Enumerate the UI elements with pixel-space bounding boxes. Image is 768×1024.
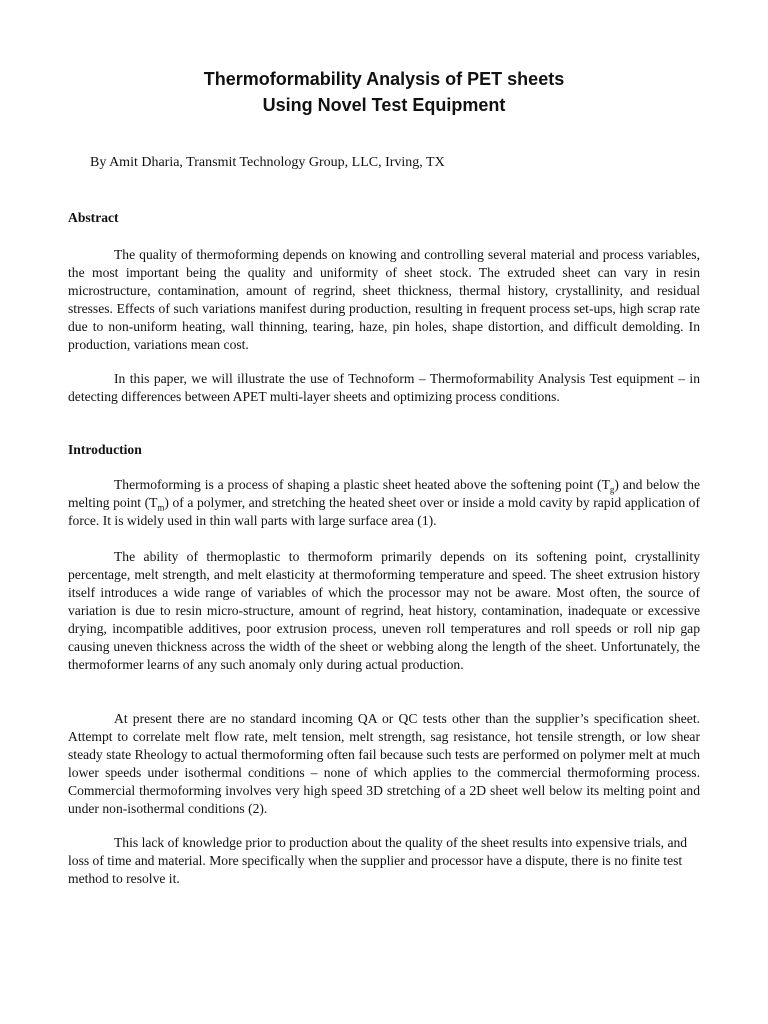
intro-p3-text: At present there are no standard incoming QA or QC tests other than the supplier’s specification sheet. Attempt to correlate melt flow rate, melt tension, melt strength, sag resistance, hot tensile strength, or low shear steady state Rheology to actual thermoforming often fail because such tests are performed on polymer melt at much lower speeds under isothermal conditions – none of which applies to the commercial thermoforming process. Commercial thermoforming involves very high speed 3D stretching of a 2D sheet well below its melting point and under non-isothermal conditions (2). bbox=[68, 711, 700, 816]
abstract-p2-text: In this paper, we will illustrate the use of Technoform – Thermoformability Analysis Test equipment – in detecting differences between APET multi-layer sheets and optimizing process conditions. bbox=[68, 371, 700, 404]
author-byline: By Amit Dharia, Transmit Technology Group, LLC, Irving, TX bbox=[90, 155, 445, 170]
abstract-paragraph-1 bbox=[68, 246, 700, 354]
intro-p1-part-c: ) of a polymer, and stretching the heated sheet over or inside a mold cavity by rapid application of force. It is widely used in thin wall parts with large surface area (1). bbox=[68, 495, 700, 528]
intro-p1-text bbox=[68, 476, 700, 530]
introduction-paragraph-3 bbox=[68, 710, 700, 818]
intro-p2-text: The ability of thermoplastic to thermoform primarily depends on its softening point, crystallinity percentage, melt strength, and melt elasticity at thermoforming temperature and speed. The sheet extrusion history itself introduces a wide range of variables of which the processor may not be aware. Most often, the source of variation is due to resin micro-structure, amount of regrind, heat history, contamination, inadequate or excessive drying, incompatible additives, poor extrusion process, uneven roll temperatures and roll speeds or roll nip gap causing uneven thickness across the width of the sheet or webbing along the length of the sheet. Unfortunately, the thermoformer learns of any such anomaly only during actual production. bbox=[68, 549, 700, 672]
intro-p4-text: This lack of knowledge prior to production about the quality of the sheet results into expensive trials, and loss of time and material. More specifically when the supplier and processor have a dispute, there is no finite test method to resolve it. bbox=[68, 835, 688, 886]
paper-title bbox=[0, 66, 768, 118]
introduction-paragraph-2 bbox=[68, 548, 700, 674]
abstract-heading: Abstract bbox=[68, 210, 119, 225]
melting-point-subscript: m bbox=[157, 502, 165, 513]
intro-p1-part-b: ) and below the melting point (T bbox=[68, 477, 700, 510]
introduction-heading: Introduction bbox=[68, 442, 142, 457]
introduction-paragraph-4 bbox=[68, 834, 700, 888]
title-line-2: Using Novel Test Equipment bbox=[262, 95, 506, 115]
abstract-paragraph-2 bbox=[68, 370, 700, 406]
title-line-1: Thermoformability Analysis of PET sheets bbox=[203, 69, 565, 89]
intro-p1-part-a: Thermoforming is a process of shaping a plastic sheet heated above the softening point (T bbox=[114, 477, 610, 492]
introduction-paragraph-1 bbox=[68, 476, 700, 530]
softening-point-subscript: g bbox=[609, 484, 615, 495]
abstract-p1-text: The quality of thermoforming depends on knowing and controlling several material and process variables, the most important being the quality and uniformity of sheet stock. The extruded sheet can vary in resin microstructure, contamination, amount of regrind, sheet thickness, thermal history, crystallinity, and residual stresses. Effects of such variations manifest during production, resulting in frequent process set-ups, high scrap rate due to non-uniform heating, wall thinning, tearing, haze, pin holes, shape distortion, and difficult demolding. In production, variations mean cost. bbox=[68, 247, 700, 352]
